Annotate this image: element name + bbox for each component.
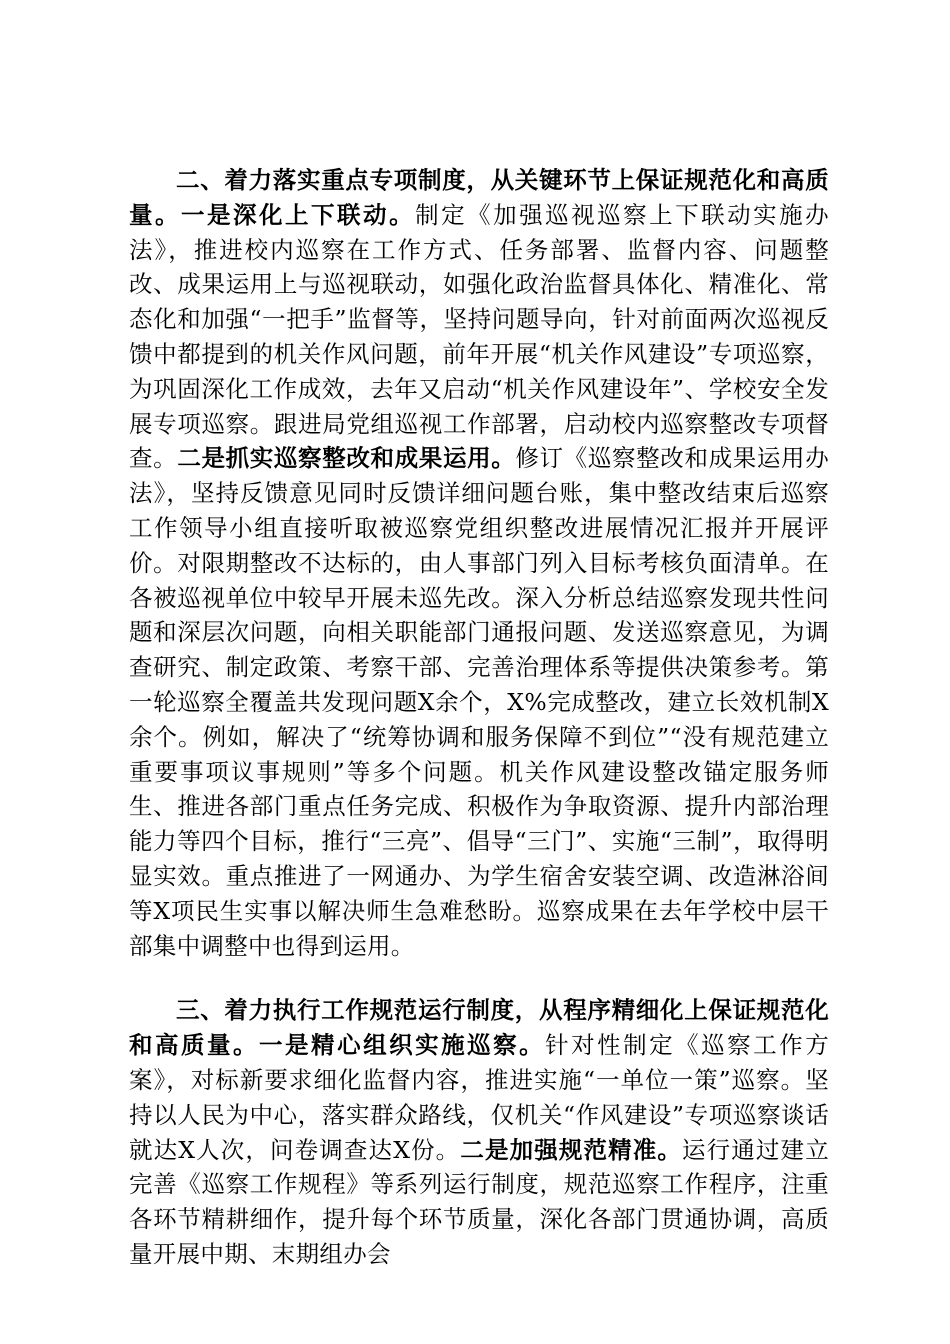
section-3-heading: 三、着力执行工作规范运行制度，从程序精细化上保证规范化和高质量。 (129, 996, 829, 1060)
section-3-point-1-title: 一是精心组织实施巡察。 (259, 1031, 546, 1060)
section-2-point-1-title: 一是深化上下联动。 (181, 200, 416, 229)
section-2-heading: 二、着力落实重点专项制度，从关键环节上保证规范化和高质量。 (129, 166, 829, 229)
section-3-point-1-text: 针对性制定《巡察工作方案》，对标新要求细化监督内容，推进实施“一单位一策”巡察。坚持以人民为中心，落实群众路线，仅机关“作风建设”专项巡察谈话就达X人次，问卷调查达X份。 (129, 1031, 829, 1164)
section-2-point-2-text: 修订《巡察整改和成果运用办法》，坚持反馈意见同时反馈详细问题台账，集中整改结束后巡察工作领导小组直接听取被巡察党组织整改进展情况汇报并开展评价。对限期整改不达标的，由人事部门列入目标考核负面清单。在各被巡视单位中较早开展未巡先改。深入分析总结巡察发现共性问题和深层次问题，向相关职能部门通报问题、发送巡察意见，为调查研究、制定政策、考察干部、完善治理体系等提供决策参考。第一轮巡察全覆盖共发现问题X余个，X%完成整改，建立长效机制X余个。例如，解决了“统筹协调和服务保障不到位”“没有规范建立重要事项议事规则”等多个问题。机关作风建设整改锚定服务师生、推进各部门重点任务完成、积极作为争取资源、提升内部治理能力等四个目标，推行“三亮”、倡导“三门”、实施“三制”，取得明显实效。重点推进了一网通办、为学生宿舍安装空调、改造淋浴间等X项民生实事以解决师生急难愁盼。巡察成果在去年学校中层干部集中调整中也得到运用。 (129, 444, 829, 960)
section-2-point-1-text: 制定《加强巡视巡察上下联动实施办法》，推进校内巡察在工作方式、任务部署、监督内容、问题整改、成果运用上与巡视联动，如强化政治监督具体化、精准化、常态化和加强“一把手”监督等，坚持问题导向，针对前面两次巡视反馈中都提到的机关作风问题，前年开展“机关作风建设”专项巡察，为巩固深化工作成效，去年又启动“机关作风建设年”、学校安全发展专项巡察。跟进局党组巡视工作部署，启动校内巡察整改专项督查。 (129, 200, 829, 473)
section-3-point-2-title: 二是加强规范精准。 (460, 1135, 683, 1164)
document-page (129, 163, 829, 1272)
section-2-point-2-title: 二是抓实巡察整改和成果运用。 (177, 444, 516, 473)
section-3-paragraph (129, 993, 829, 1271)
section-2-paragraph (129, 163, 829, 963)
section-3-point-2-text: 运行通过建立完善《巡察工作规程》等系列运行制度，规范巡察工作程序，注重各环节精耕细作，提升每个环节质量，深化各部门贯通协调，高质量开展中期、末期组办会 (129, 1135, 829, 1268)
